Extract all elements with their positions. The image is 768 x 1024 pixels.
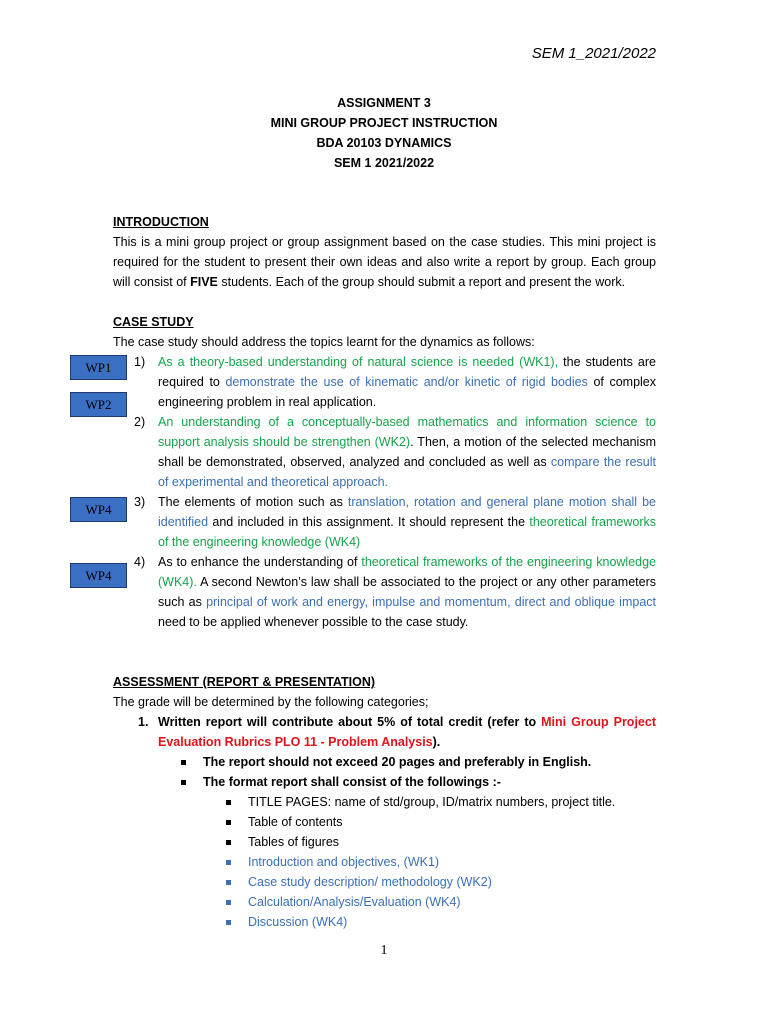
case-study-section — [113, 312, 656, 632]
item-text: and included in this assignment. It should represent the — [208, 515, 530, 529]
item-number: 2) — [134, 415, 146, 429]
list-item — [113, 492, 656, 552]
title-line-assignment: ASSIGNMENT 3 — [337, 96, 431, 110]
rubric-reference: Mini Group Project Evaluation Rubrics PLO 11 - Problem Analysis — [158, 715, 656, 749]
item-text-blue: compare the result of experimental and theoretical approach. — [158, 455, 656, 489]
assessment-intro: The grade will be determined by the following categories; — [113, 695, 429, 709]
sub-bullet-text: The format report shall consist of the followings :- — [203, 775, 501, 789]
item-text: of complex engineering problem in real application. — [158, 375, 657, 409]
item-text: the students are required to — [158, 355, 657, 389]
item-text-green: theoretical frameworks of the engineering knowledge (WK4) — [158, 515, 656, 549]
bullet-icon — [226, 840, 231, 845]
format-item — [113, 792, 656, 812]
title-line-instruction: MINI GROUP PROJECT INSTRUCTION — [270, 116, 498, 130]
list-item — [113, 412, 656, 492]
bullet-icon — [226, 820, 231, 825]
item-text-green: theoretical frameworks of the engineering knowledge (WK4). — [158, 555, 657, 589]
sub-bullet — [113, 752, 656, 772]
bullet-icon — [226, 800, 231, 805]
introduction-paragraph — [113, 232, 656, 292]
bullet-icon — [226, 900, 231, 905]
item-text-blue: demonstrate the use of kinematic and/or kinetic of rigid bodies — [225, 375, 588, 389]
bullet-icon — [181, 780, 186, 785]
format-item — [113, 812, 656, 832]
format-item-text: Table of contents — [248, 815, 343, 829]
format-item — [113, 852, 656, 872]
wp4-badge: WP4 — [70, 497, 127, 522]
format-item-text: Calculation/Analysis/Evaluation (WK4) — [248, 895, 461, 909]
item-text-green: An understanding of a conceptually-based mathematics and information science to support analysis should be strengthen (WK2) — [158, 415, 656, 449]
item-text: As to enhance the understanding of — [158, 555, 362, 569]
intro-text-a: This is a mini group project or group assignment based on the case studies. This mini project is required for the student to present their own ideas and also write a report by group. Each group will consist of — [113, 235, 656, 289]
introduction-section — [113, 212, 656, 292]
item-number: 4) — [134, 555, 146, 569]
format-item — [113, 872, 656, 892]
title-line-course: BDA 20103 DYNAMICS — [316, 136, 452, 150]
item-text: The elements of motion such as — [158, 495, 348, 509]
introduction-heading: INTRODUCTION — [113, 215, 209, 229]
wp2-badge: WP2 — [70, 392, 127, 417]
assessment-heading: ASSESSMENT (REPORT & PRESENTATION) — [113, 675, 376, 689]
title-line-semester: SEM 1 2021/2022 — [333, 156, 435, 170]
title-block — [0, 93, 768, 173]
format-item — [113, 892, 656, 912]
item-text: A second Newton’s law shall be associated to the project or any other parameters such as — [158, 575, 656, 609]
item-text: Written report will contribute about 5% of total credit (refer to — [158, 715, 542, 729]
wp1-badge: WP1 — [70, 355, 127, 380]
case-study-heading: CASE STUDY — [113, 315, 194, 329]
list-item — [113, 552, 656, 632]
page-number: 1 — [380, 943, 388, 958]
format-item-text: TITLE PAGES: name of std/group, ID/matrix numbers, project title. — [248, 795, 616, 809]
case-study-list — [113, 352, 656, 632]
item-number: 3) — [134, 495, 146, 509]
case-study-intro: The case study should address the topics learnt for the dynamics as follows: — [113, 335, 535, 349]
semester-header: SEM 1_2021/2022 — [531, 45, 656, 62]
list-item — [113, 352, 656, 412]
item-text: ). — [432, 735, 441, 749]
assessment-section — [113, 672, 656, 932]
sub-bullet-text: The report should not exceed 20 pages and preferably in English. — [203, 755, 592, 769]
format-item — [113, 912, 656, 932]
item-number: 1. — [138, 715, 149, 729]
wp4-badge-second: WP4 — [70, 563, 127, 588]
format-item-text: Discussion (WK4) — [248, 915, 348, 929]
item-text-green: As a theory-based understanding of natural science is needed (WK1), — [158, 355, 559, 369]
bullet-icon — [226, 920, 231, 925]
assessment-item-written-report — [113, 712, 656, 752]
sub-bullet — [113, 772, 656, 792]
format-item-text: Introduction and objectives, (WK1) — [248, 855, 440, 869]
item-text: . Then, a motion of the selected mechanism shall be demonstrated, observed, analyzed and concluded as well as — [158, 435, 656, 469]
bullet-icon — [181, 760, 186, 765]
intro-text-c: students. Each of the group should submit a report and present the work. — [217, 275, 626, 289]
format-item-text: Tables of figures — [248, 835, 340, 849]
item-text-blue: principal of work and energy, impulse and momentum, direct and oblique impact — [206, 595, 656, 609]
bullet-icon — [226, 860, 231, 865]
format-item — [113, 832, 656, 852]
bullet-icon — [226, 880, 231, 885]
intro-text-five: FIVE — [190, 275, 218, 289]
item-number: 1) — [134, 355, 146, 369]
item-text-blue: translation, rotation and general plane motion shall be identified — [158, 495, 656, 529]
format-item-text: Case study description/ methodology (WK2) — [248, 875, 492, 889]
item-text: need to be applied whenever possible to the case study. — [158, 615, 469, 629]
